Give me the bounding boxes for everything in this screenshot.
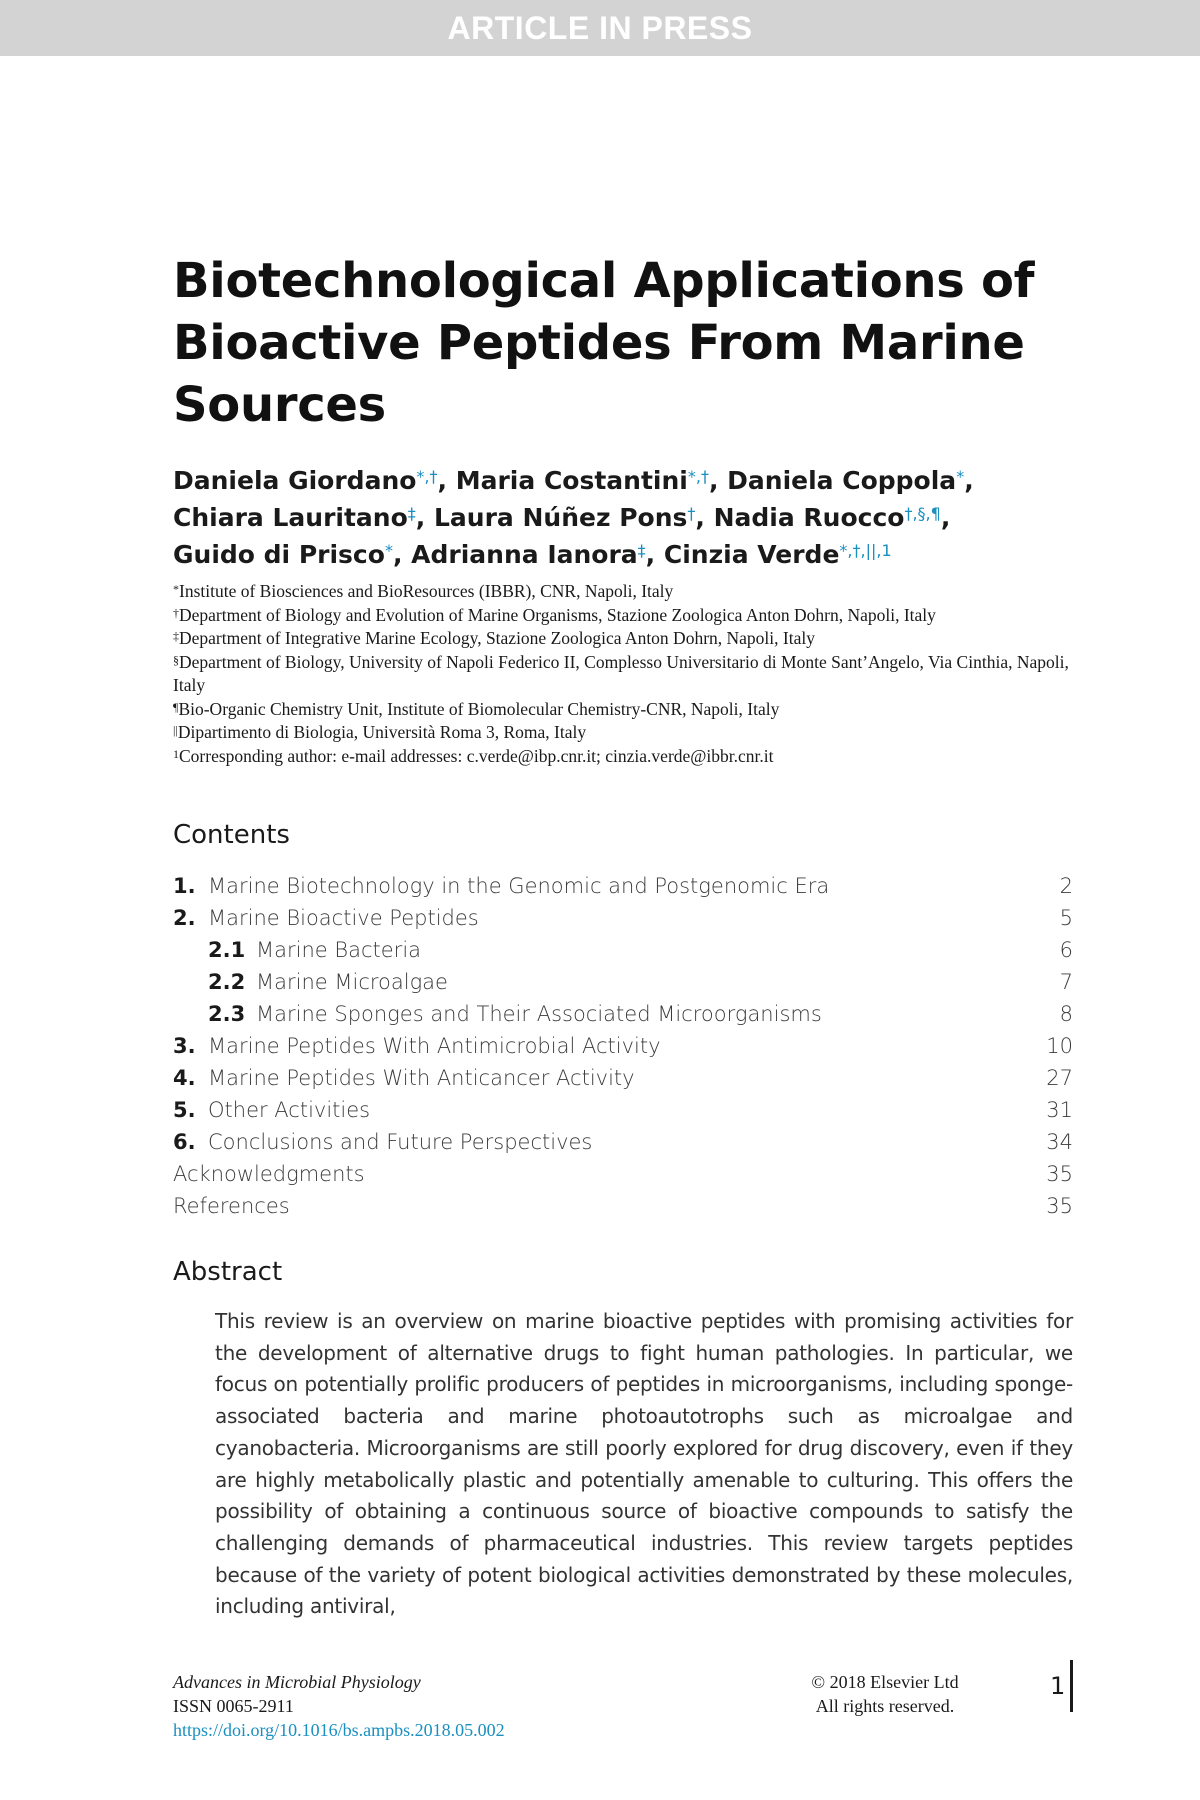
page-number: 1 — [1050, 1672, 1066, 1700]
affiliation-mark: § — [173, 652, 179, 667]
banner-text: ARTICLE IN PRESS — [447, 9, 753, 46]
toc-entry[interactable] — [173, 1030, 1073, 1062]
toc-page-number: 27 — [1046, 1066, 1073, 1090]
rights-text: All rights reserved. — [815, 1696, 955, 1716]
author-affiliation-marks[interactable]: *,†,||,1 — [839, 541, 892, 560]
affiliation-text: Department of Integrative Marine Ecology, Stazione Zoologica Anton Dohrn, Napoli, Italy — [179, 628, 815, 648]
affiliation-item — [173, 651, 1073, 698]
author-name: Adrianna Ianora — [411, 540, 638, 569]
author-separator: , — [415, 503, 434, 532]
toc-page-number: 5 — [1059, 906, 1073, 930]
copyright-text: © 2018 Elsevier Ltd — [811, 1672, 959, 1692]
table-of-contents — [173, 870, 1073, 1222]
toc-entry[interactable] — [173, 1062, 1073, 1094]
toc-page-number: 35 — [1046, 1162, 1073, 1186]
toc-section-number: 2.3 — [208, 1002, 246, 1026]
toc-section-title[interactable]: Marine Biotechnology in the Genomic and Postgenomic Era — [208, 874, 830, 898]
toc-entry[interactable] — [173, 1126, 1073, 1158]
affiliation-item — [173, 627, 1073, 651]
author-name: Nadia Ruocco — [713, 503, 905, 532]
issn: ISSN 0065-2911 — [173, 1696, 294, 1716]
author-line — [173, 499, 1073, 536]
toc-section-title[interactable]: Marine Bioactive Peptides — [208, 906, 479, 930]
affiliation-mark: || — [173, 723, 178, 737]
toc-entry[interactable] — [173, 1158, 1073, 1190]
author-line — [173, 462, 1073, 499]
page-number-rule — [1070, 1660, 1073, 1712]
author-separator: , — [437, 466, 456, 495]
toc-page-number: 10 — [1046, 1034, 1073, 1058]
affiliation-mark: 1 — [173, 746, 179, 761]
author-name: Laura Núñez Pons — [433, 503, 688, 532]
author-separator: , — [695, 503, 714, 532]
article-title: Biotechnological Applications of Bioactive Peptides From Marine Sources — [173, 253, 1035, 433]
toc-section-title[interactable]: Acknowledgments — [173, 1162, 365, 1186]
affiliation-mark: * — [173, 582, 179, 596]
affiliation-text: Department of Biology and Evolution of Marine Organisms, Stazione Zoologica Anton Dohrn, Napoli, Italy — [179, 604, 936, 625]
author-separator: , — [708, 466, 728, 495]
author-line — [173, 536, 1073, 573]
author-name: Daniela Giordano — [173, 466, 417, 495]
toc-section-number: 2.2 — [208, 970, 246, 994]
toc-entry[interactable] — [173, 1094, 1073, 1126]
author-affiliation-marks[interactable]: ‡ — [637, 541, 646, 560]
author-affiliation-marks[interactable]: *,† — [416, 467, 438, 486]
toc-page-number: 2 — [1059, 874, 1073, 898]
author-name: Chiara Lauritano — [173, 503, 408, 532]
journal-name: Advances in Microbial Physiology — [173, 1672, 421, 1692]
toc-entry[interactable] — [173, 902, 1073, 934]
affiliation-text: Institute of Biosciences and BioResources (IBBR), CNR, Napoli, Italy — [179, 581, 674, 601]
abstract-text: This review is an overview on marine bioactive peptides with promising activities for the development of alternative drugs to fight human pathologies. In particular, we focus on potentially prolific producers of peptides in microorganisms, including sponge-associated bacteria and marine photoautotrophs such as microalgae and cyanobacteria. Microorganisms are still poorly explored for drug discovery, even if they are highly metabolically plastic and potentially amenable to culturing. This offers the possibility of obtaining a continuous source of bioactive compounds to satisfy the challenging demands of pharmaceutical industries. This review targets peptides because of the variety of potent biological activities demonstrated by these molecules, including antiviral, — [215, 1309, 1073, 1619]
affiliation-list — [173, 580, 1073, 768]
author-affiliation-marks[interactable]: ‡ — [407, 504, 416, 523]
toc-page-number: 7 — [1059, 970, 1073, 994]
toc-section-number: 2. — [173, 906, 196, 930]
author-separator: , — [645, 540, 664, 569]
footer-copyright — [790, 1670, 980, 1718]
toc-section-title[interactable]: Other Activities — [208, 1098, 371, 1122]
author-name: Guido di Prisco — [173, 540, 385, 569]
toc-entry[interactable] — [173, 998, 1073, 1030]
author-affiliation-marks[interactable]: *,† — [687, 467, 709, 486]
toc-section-number: 2.1 — [208, 938, 246, 962]
toc-page-number: 6 — [1059, 938, 1073, 962]
toc-section-number: 5. — [173, 1098, 196, 1122]
contents-heading: Contents — [173, 820, 290, 850]
toc-section-title[interactable]: Conclusions and Future Perspectives — [208, 1130, 593, 1154]
author-name: Maria Costantini — [455, 466, 688, 495]
toc-entry[interactable] — [173, 966, 1073, 998]
doi-link[interactable]: https://doi.org/10.1016/bs.ampbs.2018.05.002 — [173, 1720, 505, 1740]
affiliation-item — [173, 604, 1073, 628]
toc-page-number: 35 — [1046, 1194, 1073, 1218]
toc-page-number: 34 — [1046, 1130, 1073, 1154]
affiliation-item — [173, 721, 1073, 745]
toc-section-title[interactable]: Marine Bacteria — [256, 938, 422, 962]
affiliation-mark: † — [173, 605, 179, 620]
author-affiliation-marks[interactable]: * — [384, 541, 393, 560]
author-separator: , — [964, 466, 974, 495]
toc-page-number: 8 — [1059, 1002, 1073, 1026]
toc-section-title[interactable]: Marine Peptides With Antimicrobial Activity — [208, 1034, 661, 1058]
toc-section-title[interactable]: Marine Microalgae — [256, 970, 448, 994]
toc-section-title[interactable]: Marine Sponges and Their Associated Microorganisms — [256, 1002, 822, 1026]
toc-entry[interactable] — [173, 870, 1073, 902]
author-separator: , — [392, 540, 412, 569]
author-affiliation-marks[interactable]: * — [956, 467, 965, 486]
toc-section-title[interactable]: Marine Peptides With Anticancer Activity — [208, 1066, 635, 1090]
author-separator: , — [940, 503, 951, 532]
toc-section-number: 3. — [173, 1034, 196, 1058]
toc-section-title[interactable]: References — [173, 1194, 290, 1218]
affiliation-item — [173, 745, 1073, 769]
author-affiliation-marks[interactable]: †,§,¶ — [904, 504, 941, 523]
affiliation-text: Bio-Organic Chemistry Unit, Institute of Biomolecular Chemistry-CNR, Napoli, Italy — [178, 698, 780, 719]
affiliation-mark: ¶ — [173, 699, 179, 714]
affiliation-mark: ‡ — [173, 629, 179, 643]
footer-publication-info — [173, 1670, 505, 1742]
affiliation-item — [173, 580, 1073, 604]
author-name: Daniela Coppola — [727, 466, 957, 495]
author-name: Cinzia Verde — [663, 540, 840, 569]
toc-section-number: 4. — [173, 1066, 196, 1090]
affiliation-item — [173, 698, 1073, 722]
article-in-press-banner — [0, 0, 1200, 56]
toc-entry[interactable] — [173, 1190, 1073, 1222]
author-affiliation-marks[interactable]: † — [687, 504, 696, 523]
toc-page-number: 31 — [1046, 1098, 1073, 1122]
toc-entry[interactable] — [173, 934, 1073, 966]
affiliation-text: Department of Biology, University of Napoli Federico II, Complesso Universitario di Monte Sant’Angelo, Via Cinthia, Napoli, Italy — [173, 651, 1069, 695]
affiliation-text: Corresponding author: e-mail addresses: c.verde@ibp.cnr.it; cinzia.verde@ibbr.cnr.it — [179, 745, 774, 766]
toc-section-number: 6. — [173, 1130, 196, 1154]
affiliation-text: Dipartimento di Biologia, Università Roma 3, Roma, Italy — [177, 722, 587, 742]
abstract-heading: Abstract — [173, 1257, 283, 1287]
toc-section-number: 1. — [173, 874, 196, 898]
author-list — [173, 462, 1073, 573]
